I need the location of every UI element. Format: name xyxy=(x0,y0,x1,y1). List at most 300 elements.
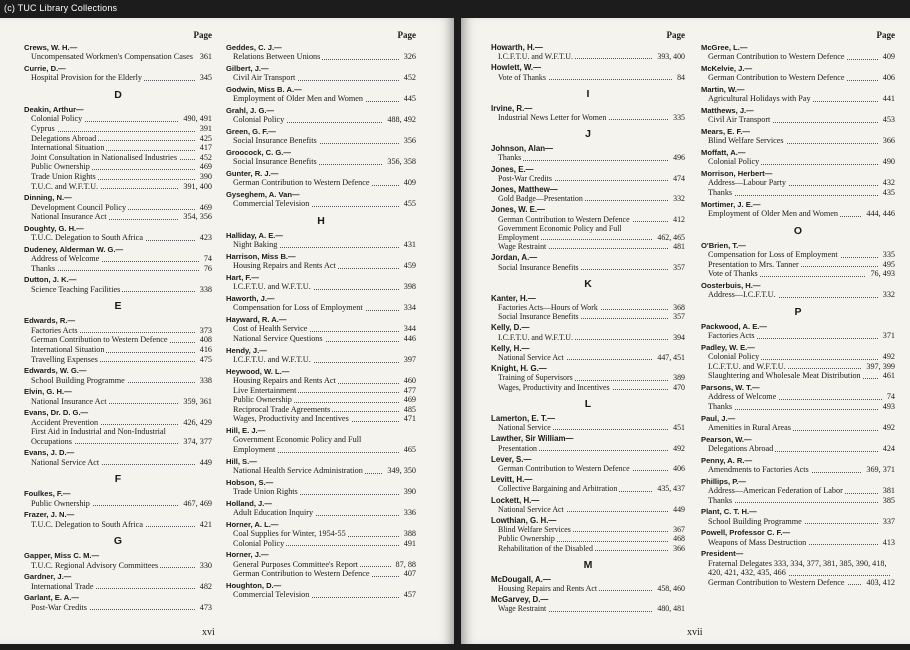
index-name: Jones, Matthew— xyxy=(491,185,558,195)
page-reference: 332 xyxy=(673,194,685,204)
index-name: Edwards, R.— xyxy=(24,316,76,326)
index-name: Matthews, J.— xyxy=(701,106,754,115)
index-name: Penny, A. R.— xyxy=(701,455,753,465)
index-subentry xyxy=(491,373,685,382)
index-subentry xyxy=(491,153,685,162)
page-reference: 493 xyxy=(882,401,895,411)
page-reference: 337 xyxy=(882,516,895,526)
subentry-topic: Delegations Abroad xyxy=(708,443,774,453)
subentry-topic: Colonial Policy xyxy=(233,115,285,125)
subentry-topic: Cyprus xyxy=(31,124,55,133)
page-reference: 332 xyxy=(882,290,895,300)
index-subentry xyxy=(24,499,212,509)
index-subentry xyxy=(701,136,895,146)
index-subentry xyxy=(24,172,212,182)
section-letter: M xyxy=(583,558,593,571)
index-subentry xyxy=(226,282,416,292)
subentry-topic: T.U.C. Regional Advisory Committees xyxy=(31,560,159,570)
subentry-topic: Housing Repairs and Rents Act xyxy=(498,583,598,593)
subentry-topic: Trade Union Rights xyxy=(31,171,96,181)
index-name: Johnson, Alan— xyxy=(491,144,553,154)
page-reference: 435 xyxy=(882,188,895,197)
page-label: Page xyxy=(397,30,416,40)
section-letter: O xyxy=(793,224,803,237)
page-reference: 361 xyxy=(199,52,212,62)
index-name: Padley, W. E.— xyxy=(701,342,755,352)
index-name: Irvine, R.— xyxy=(491,103,533,113)
subentry-topic: German Contribution to Western Defence xyxy=(233,178,370,188)
subentry-topic: Commercial Television xyxy=(233,590,310,600)
index-subentry xyxy=(701,578,895,588)
index-name: Hayward, R. A.— xyxy=(226,315,287,324)
page-reference: 388 xyxy=(403,528,416,538)
subentry-topic: Address—Labour Party xyxy=(708,178,786,188)
index-name: Evans, J. D.— xyxy=(24,448,75,458)
index-subentry xyxy=(701,94,895,104)
index-subentry xyxy=(701,496,895,506)
index-subentry xyxy=(491,444,685,453)
subentry-topic: National Service Act xyxy=(31,457,100,467)
index-subentry xyxy=(226,414,416,424)
index-name: Geddes, C. J.— xyxy=(226,43,282,52)
index-subentry xyxy=(701,157,895,167)
index-name: Frazer, J. N.— xyxy=(24,510,75,520)
section-letter: K xyxy=(584,277,592,290)
index-subentry xyxy=(226,590,416,600)
index-subentry xyxy=(226,508,416,518)
subentry-topic: T.U.C. Delegation to South Africa xyxy=(31,233,143,243)
page-reference: 491 xyxy=(403,538,416,548)
index-subentry xyxy=(701,331,895,341)
index-subentry xyxy=(24,124,212,134)
subentry-topic: Vote of Thanks xyxy=(498,72,546,82)
index-subentry xyxy=(491,423,685,432)
subentry-topic: National Insurance Act xyxy=(31,212,107,222)
index-name: Currie, D.— xyxy=(24,64,66,73)
page-reference: 356 xyxy=(403,136,416,146)
subentry-topic: I.C.F.T.U. and W.F.T.U. xyxy=(708,361,786,371)
page-reference: 349, 350 xyxy=(387,465,416,475)
page-reference: 413 xyxy=(882,537,895,547)
page-reference: 74 xyxy=(203,254,212,264)
index-name: Godwin, Miss B. A.— xyxy=(226,85,302,94)
index-subentry xyxy=(226,303,416,313)
subentry-topic: Social Insurance Benefits xyxy=(233,157,317,167)
index-subentry xyxy=(24,561,212,571)
page-reference: 390 xyxy=(403,486,416,496)
index-name: Parsons, W. T.— xyxy=(701,382,760,392)
subentry-topic: Social Insurance Benefits xyxy=(233,136,317,146)
subentry-topic: Development Council Policy xyxy=(31,202,127,212)
page-reference: 416 xyxy=(199,344,212,354)
section-letter: J xyxy=(585,128,591,141)
index-subentry xyxy=(491,544,685,553)
index-name: Gunter, R. J.— xyxy=(226,169,279,178)
index-subentry xyxy=(226,240,416,250)
subentry-topic: Post-War Credits xyxy=(31,602,87,612)
page-reference: 480, 481 xyxy=(657,604,685,614)
index-subentry xyxy=(701,362,895,372)
page-reference: 76, 493 xyxy=(870,269,895,279)
index-subentry xyxy=(701,486,895,496)
page-reference: 441 xyxy=(882,94,895,104)
subentry-topic: School Building Programme xyxy=(31,375,125,385)
index-subentry xyxy=(226,376,416,386)
index-subentry xyxy=(226,386,416,396)
index-subentry xyxy=(491,312,685,321)
subentry-topic: Colonial Policy xyxy=(708,352,760,362)
page-reference: 354, 356 xyxy=(183,212,212,222)
subentry-topic: First Aid in Industrial and Non-Industrial Occupations xyxy=(31,427,166,446)
subentry-topic: German Contribution to Western Defence xyxy=(708,73,845,83)
page-reference: 469 xyxy=(199,202,212,212)
page-reference: 344 xyxy=(403,324,416,334)
page-reference: 432 xyxy=(882,178,895,188)
index-name: Horner, A. L.— xyxy=(226,519,279,529)
index-subentry xyxy=(701,188,895,198)
page-reference: 357 xyxy=(673,312,685,322)
index-name: Grahl, J. G.— xyxy=(226,106,275,115)
subentry-topic: Cost of Health Service xyxy=(233,324,308,334)
index-name: Lowthian, G. H.— xyxy=(491,515,557,525)
index-subentry xyxy=(491,505,685,514)
page-reference: 435, 437 xyxy=(657,484,685,494)
watermark: (c) TUC Library Collections xyxy=(4,3,118,13)
subentry-topic: Amenities in Rural Areas xyxy=(708,422,791,432)
page-reference: 345 xyxy=(199,73,212,83)
index-name: Packwood, A. E.— xyxy=(701,321,767,331)
subentry-topic: Employment of Older Men and Women xyxy=(233,94,363,104)
page-reference: 374, 377 xyxy=(183,436,212,446)
left-page xyxy=(0,18,454,644)
subentry-topic: Thanks xyxy=(498,153,522,163)
page-folio: xvii xyxy=(687,627,703,638)
page-reference: 470 xyxy=(673,382,685,392)
subentry-topic: Uncompensated Workmen's Compensation Cases xyxy=(31,52,193,62)
page-reference: 336 xyxy=(403,507,416,517)
index-name: Doughty, G. H.— xyxy=(24,223,84,233)
index-subentry xyxy=(226,560,416,570)
subentry-topic: Social Insurance Benefits xyxy=(498,312,579,322)
index-name: O'Brien, T.— xyxy=(701,240,746,250)
index-subentry xyxy=(226,261,416,271)
subentry-topic: Trade Union Rights xyxy=(233,486,298,496)
index-subentry xyxy=(701,538,895,548)
subentry-topic: Agricultural Holidays with Pay xyxy=(708,94,811,104)
page-reference: 451 xyxy=(673,423,685,433)
subentry-topic: Rehabilitation of the Disabled xyxy=(498,543,593,553)
index-name: Howlett, W.— xyxy=(491,63,541,73)
subentry-topic: Commercial Television xyxy=(233,199,310,209)
page-reference: 335 xyxy=(882,250,895,259)
subentry-topic: Night Baking xyxy=(233,240,278,250)
page-reference: 490, 491 xyxy=(183,114,212,124)
index-subentry xyxy=(491,263,685,272)
index-name: Gilbert, J.— xyxy=(226,64,269,73)
index-name: Lamerton, E. T.— xyxy=(491,413,556,423)
page-reference: 366 xyxy=(673,543,685,553)
index-subentry xyxy=(701,260,895,270)
subentry-topic: Public Ownership xyxy=(498,534,555,544)
page-reference: 485 xyxy=(403,404,416,414)
index-subentry xyxy=(24,264,212,274)
subentry-topic: Delegations Abroad xyxy=(31,133,97,143)
index-name: Dudeney, Alderman W. G.— xyxy=(24,244,124,254)
index-subentry xyxy=(24,355,212,365)
index-subentry xyxy=(24,397,212,407)
page-reference: 76 xyxy=(203,263,212,273)
page-reference: 477 xyxy=(403,385,416,395)
page-reference: 356, 358 xyxy=(387,157,416,167)
subentry-topic: Weapons of Mass Destruction xyxy=(708,537,807,547)
subentry-topic: Thanks xyxy=(708,495,733,505)
subentry-topic: Blind Welfare Services xyxy=(708,136,784,146)
subentry-topic: Post-War Credits xyxy=(498,173,552,183)
index-name: President— xyxy=(701,549,744,559)
page-reference: 496 xyxy=(673,153,685,163)
page-reference: 394 xyxy=(673,332,685,342)
page-reference: 409 xyxy=(403,178,416,188)
page-reference: 398 xyxy=(403,282,416,292)
index-name: Plant, C. T. H.— xyxy=(701,507,757,517)
index-name: Holland, J.— xyxy=(226,498,272,508)
subentry-topic: Civil Air Transport xyxy=(708,115,771,125)
page-label: Page xyxy=(876,30,895,40)
index-name: Oosterbuis, H.— xyxy=(701,280,761,290)
page-reference: 452 xyxy=(199,152,212,162)
subentry-topic: Factories Acts—Hours of Work xyxy=(498,303,598,313)
index-name: Hill, S.— xyxy=(226,456,257,466)
index-name: Gardner, J.— xyxy=(24,572,72,582)
index-subentry xyxy=(226,569,416,579)
page-reference: 452 xyxy=(403,73,416,83)
subentry-topic: Public Ownership xyxy=(31,162,90,172)
page-reference: 468 xyxy=(673,534,685,544)
subentry-topic: Wage Restraint xyxy=(498,604,547,614)
section-letter: F xyxy=(114,473,122,486)
index-subentry xyxy=(24,427,212,446)
subentry-topic: Address of Welcome xyxy=(708,392,777,402)
index-subentry xyxy=(226,466,416,476)
subentry-topic: Thanks xyxy=(708,401,733,411)
index-name: Jordan, A.— xyxy=(491,253,538,263)
index-name: Phillips, P.— xyxy=(701,476,747,486)
page-reference: 457 xyxy=(403,590,416,600)
subentry-topic: I.C.F.T.U. and W.F.T.U. xyxy=(233,355,311,364)
subentry-topic: German Contribution to Western Defence xyxy=(498,463,630,473)
index-subentry xyxy=(701,517,895,527)
subentry-topic: Factories Acts xyxy=(31,325,78,335)
subentry-topic: Civil Air Transport xyxy=(233,73,296,83)
page-reference: 462, 465 xyxy=(657,233,685,243)
section-letter: P xyxy=(794,305,802,318)
subentry-topic: National Service Act xyxy=(498,504,564,514)
page-reference: 406 xyxy=(673,463,685,473)
page-reference: 409 xyxy=(882,52,895,62)
index-subentry xyxy=(701,250,895,260)
index-subentry xyxy=(491,242,685,251)
index-name: McDougall, A.— xyxy=(491,574,551,584)
page-reference: 330 xyxy=(199,560,212,570)
index-subentry xyxy=(226,435,416,454)
page-folio: xvi xyxy=(202,627,215,638)
index-name: McGarvey, D.— xyxy=(491,595,549,605)
index-subentry xyxy=(24,254,212,264)
index-subentry xyxy=(491,383,685,392)
subentry-topic: International Situation xyxy=(31,143,105,153)
subentry-topic: Slaughtering and Wholesale Meat Distribution xyxy=(708,371,861,381)
page-reference: 381 xyxy=(882,485,895,495)
subentry-topic: Industrial News Letter for Women xyxy=(498,113,607,123)
page-reference: 334 xyxy=(403,303,416,313)
page-reference: 368 xyxy=(673,303,685,313)
index-subentry xyxy=(226,405,416,415)
subentry-topic: Relations Between Unions xyxy=(233,52,321,62)
index-subentry xyxy=(701,465,895,475)
page-reference: 446 xyxy=(403,334,416,343)
index-name: Powell, Professor C. F.— xyxy=(701,528,791,538)
page-reference: 481 xyxy=(673,242,685,252)
index-subentry xyxy=(226,529,416,539)
index-subentry xyxy=(226,334,416,344)
index-name: Hendy, J.— xyxy=(226,345,267,355)
page-reference: 391 xyxy=(199,124,212,133)
page-reference: 326 xyxy=(403,52,416,62)
index-subentry xyxy=(701,178,895,188)
subentry-topic: Presentation to Mrs. Tanner xyxy=(708,259,799,269)
index-subentry xyxy=(24,182,212,192)
index-subentry xyxy=(24,326,212,336)
page-reference: 490 xyxy=(882,157,895,167)
subentry-topic: Accident Prevention xyxy=(31,417,99,427)
index-subentry xyxy=(24,153,212,163)
index-subentry xyxy=(24,335,212,345)
index-subentry xyxy=(24,458,212,468)
index-subentry xyxy=(701,269,895,279)
index-subentry xyxy=(24,134,212,144)
index-subentry xyxy=(24,418,212,428)
index-subentry xyxy=(491,174,685,183)
subentry-topic: School Building Programme xyxy=(708,516,802,526)
page-reference: 397, 399 xyxy=(866,361,895,371)
index-name: Dinning, N.— xyxy=(24,193,72,203)
page-reference: 458, 460 xyxy=(657,583,685,593)
index-subentry xyxy=(24,603,212,613)
index-subentry xyxy=(226,136,416,146)
right-page xyxy=(461,18,910,644)
section-letter: L xyxy=(584,397,592,410)
index-name: Houghton, D.— xyxy=(226,580,282,590)
index-name: Gapper, Miss C. M.— xyxy=(24,551,100,561)
index-subentry xyxy=(226,94,416,104)
subentry-topic: German Contribution to Western Defence xyxy=(233,569,370,579)
page-reference: 389 xyxy=(673,373,685,383)
index-subentry xyxy=(24,73,212,83)
index-subentry xyxy=(24,345,212,355)
index-subentry xyxy=(24,143,212,153)
page-reference: 482 xyxy=(199,581,212,591)
index-subentry xyxy=(491,534,685,543)
subentry-topic: German Contribution to Western Defence xyxy=(31,335,168,345)
index-subentry xyxy=(226,52,416,62)
right-column-1 xyxy=(491,30,685,614)
subentry-topic: T.U.C. and W.F.T.U. xyxy=(31,181,99,191)
page-reference: 465 xyxy=(403,444,416,454)
index-subentry xyxy=(701,371,895,381)
section-letter: D xyxy=(114,89,122,101)
index-subentry xyxy=(226,199,416,209)
subentry-topic: Adult Education Inquiry xyxy=(233,507,314,517)
index-subentry xyxy=(24,162,212,172)
index-subentry xyxy=(491,303,685,312)
index-name: McKelvie, J.— xyxy=(701,64,753,73)
subentry-topic: Factories Acts xyxy=(708,331,755,341)
page-reference: 423 xyxy=(199,233,212,243)
subentry-topic: Wage Restraint xyxy=(498,242,547,252)
section-letter: G xyxy=(113,535,123,548)
subentry-topic: Science Teaching Facilities xyxy=(31,284,121,294)
index-subentry xyxy=(24,376,212,386)
index-subentry xyxy=(491,113,685,122)
page-reference: 453 xyxy=(882,115,895,125)
index-subentry xyxy=(24,203,212,213)
index-name: Haworth, J.— xyxy=(226,294,275,303)
index-subentry xyxy=(491,73,685,82)
index-subentry xyxy=(226,157,416,167)
index-subentry xyxy=(701,209,895,219)
index-subentry xyxy=(24,52,212,62)
subentry-topic: German Contribution to Western Defence xyxy=(708,52,845,62)
subentry-topic: Fraternal Delegates 333, 334, 377, 381, 385, 390, 418, 420, 421, 432, 435, 466 xyxy=(708,558,887,578)
subentry-topic: I.C.F.T.U. and W.F.T.U. xyxy=(498,332,573,342)
subentry-topic: Joint Consultation in Nationalised Industries xyxy=(31,152,177,162)
page-reference: 369, 371 xyxy=(866,464,895,474)
page-reference: 495 xyxy=(882,259,895,269)
subentry-topic: Address of Welcome xyxy=(31,254,100,264)
index-name: Halliday, A. E.— xyxy=(226,231,283,240)
index-subentry xyxy=(226,324,416,334)
subentry-topic: Public Ownership xyxy=(31,498,90,508)
index-name: Morrison, Herbert— xyxy=(701,169,773,178)
page-reference: 407 xyxy=(403,569,416,579)
index-subentry xyxy=(226,355,416,365)
index-name: Paul, J.— xyxy=(701,413,736,423)
subentry-topic: International Trade xyxy=(31,581,94,591)
subentry-topic: National Service Questions xyxy=(233,334,323,343)
index-name: Gyseghem, A. Van— xyxy=(226,190,300,199)
section-letter: I xyxy=(586,87,590,100)
index-subentry xyxy=(226,487,416,497)
subentry-topic: Reciprocal Trade Agreements xyxy=(233,404,331,414)
index-name: Jones, W. E.— xyxy=(491,205,545,215)
index-name: Martin, W.— xyxy=(701,85,745,94)
subentry-topic: Wages, Productivity and Incentives xyxy=(498,382,610,392)
index-name: Moffatt, A.— xyxy=(701,148,746,157)
subentry-topic: Colonial Policy xyxy=(708,157,760,167)
page-reference: 447, 451 xyxy=(657,353,685,363)
page-reference: 87, 88 xyxy=(395,559,416,569)
index-subentry xyxy=(701,423,895,433)
page-reference: 397 xyxy=(403,355,416,364)
page-reference: 338 xyxy=(199,375,212,385)
page-reference: 492 xyxy=(673,443,685,453)
subentry-topic: Compensation for Loss of Employment xyxy=(708,250,838,259)
left-column-2 xyxy=(226,30,416,600)
index-name: Kelly, H.— xyxy=(491,343,530,353)
page-label: Page xyxy=(193,30,212,40)
index-subentry xyxy=(491,333,685,342)
subentry-topic: National Health Service Administration xyxy=(233,465,363,475)
